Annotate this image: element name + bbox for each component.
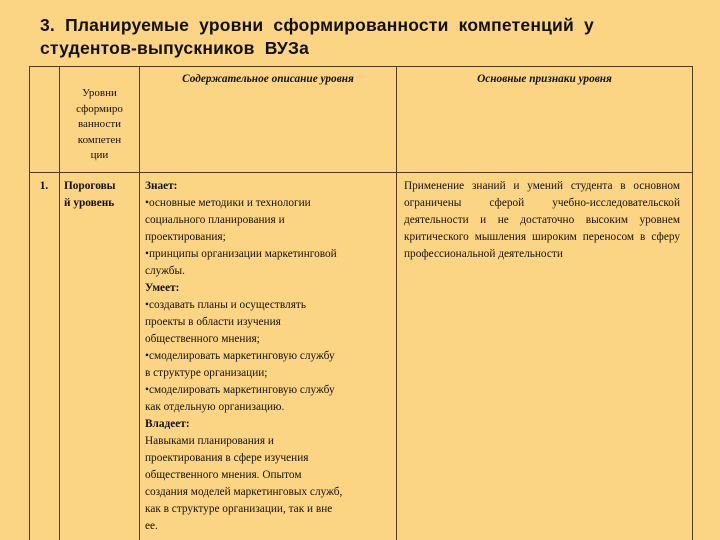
table-border-right [692,66,693,540]
header-level [60,86,139,164]
content-line: в структуре организации; [145,367,268,379]
column-divider-3 [396,66,397,540]
content-line: социального планирования и [145,214,285,226]
content-line: общественного мнения; [145,333,260,345]
competency-levels-table [29,66,693,540]
header-level-line: компетен [77,133,122,146]
title-number: 3. [40,15,55,35]
level-name-line: й уровень [64,197,115,209]
content-line: общественного мнения. Опытом [145,469,302,481]
row-content-description [145,178,395,535]
header-level-line: Уровни [82,87,117,99]
content-line: •смоделировать маркетинговую службу [145,350,335,362]
content-line: •принципы организации маркетинговой [145,248,337,260]
content-line: ее. [145,520,158,532]
header-level-line: ванности [77,118,122,130]
header-level-line: ции [90,149,109,161]
column-divider-2 [139,66,140,540]
header-level-line: сформиро [76,102,123,115]
content-line: •основные методики и технологии [145,197,311,209]
content-line: как в структуре организации, так и вне [145,503,333,515]
table-border-left [29,66,30,540]
row-level-name [64,178,139,212]
content-line: Навыками планирования и [145,435,274,447]
content-line: проектирования в сфере изучения [145,452,309,464]
table-border-top [29,66,693,67]
title-text: Планируемые уровни сформированности компетенций у студентов-выпускников ВУЗа [40,15,594,58]
header-row-divider [29,172,693,173]
content-line: проекты в области изучения [145,316,281,328]
content-section-heading: Владеет: [145,418,190,430]
content-line: •смоделировать маркетинговую службу [145,384,335,396]
content-line: •создавать планы и осуществлять [145,299,306,311]
content-section-heading: Умеет: [145,282,180,294]
level-name-line: Пороговы [64,180,116,192]
row-main-features: Применение знаний и умений студента в основном ограничены сферой учебно-исследовательской деятельности и не достаточно высоким уровнем критического мышления широким переносом в сферу профессиональной деятельности [404,180,680,260]
page-title [40,14,680,60]
content-section-heading: Знает: [145,180,178,192]
content-line: проектирования; [145,231,226,243]
row-number: 1. [39,180,49,192]
content-line: службы. [145,265,185,277]
content-line: как отдельную организацию. [145,401,285,413]
header-main-features: Основные признаки уровня [477,73,612,85]
header-content-description: Содержательное описание уровня [182,73,354,85]
content-line: создания моделей маркетинговых служб, [145,486,343,498]
